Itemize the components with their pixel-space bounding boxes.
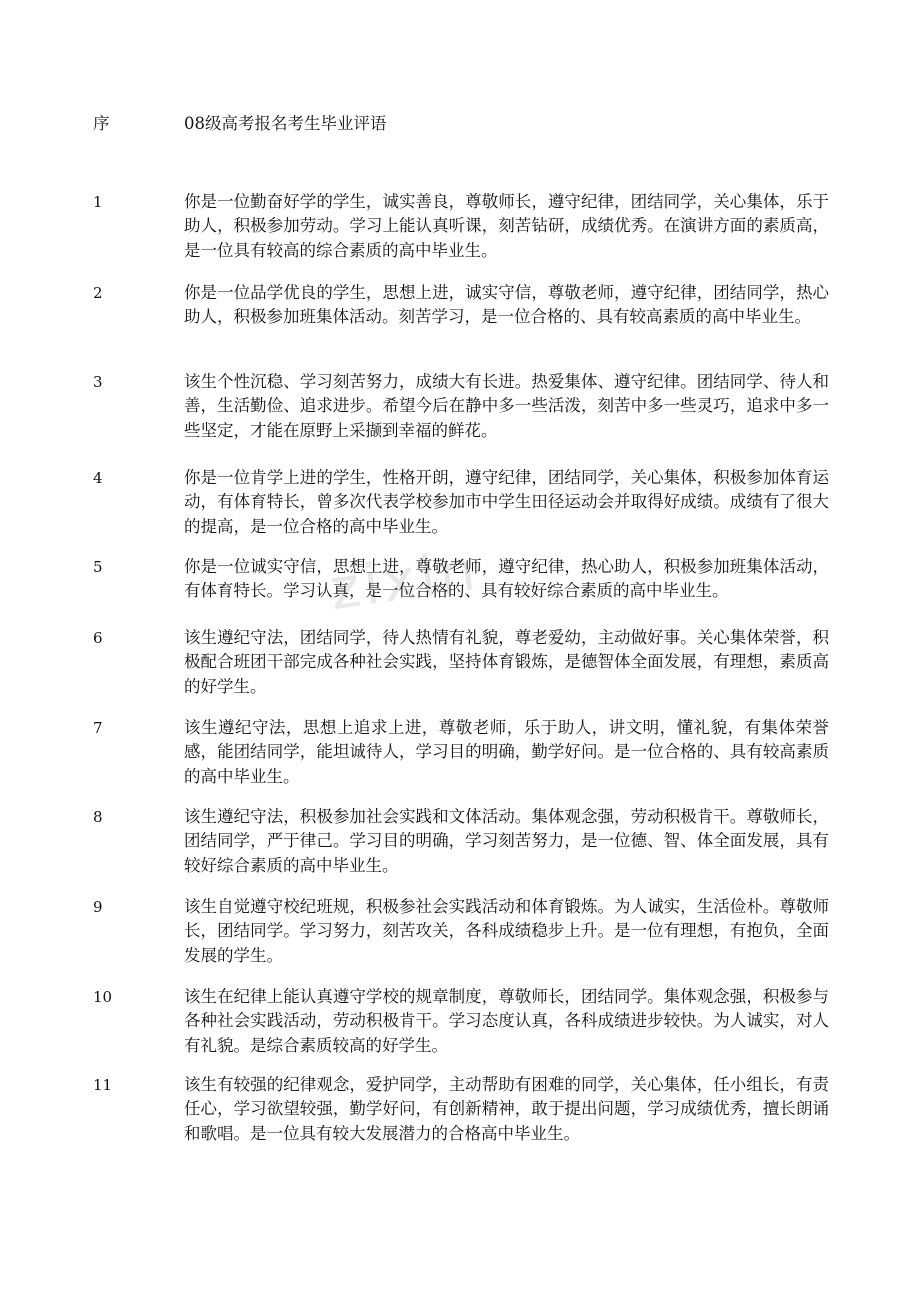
document-title: 08级高考报名考生毕业评语 [184, 114, 387, 133]
entry-number: 8 [93, 808, 103, 826]
entry-number: 4 [93, 469, 103, 487]
entry-text: 你是一位肯学上进的学生，性格开朗，遵守纪律，团结同学，关心集体，积极参加体育运动，有体育特长，曾多次代表学校参加市中学生田径运动会并取得好成绩。成绩有了很大的提高，是一位合格的高中毕业生。 [184, 468, 829, 536]
entry-number: 2 [93, 284, 103, 302]
entry-text: 该生自觉遵守校纪班规，积极参社会实践活动和体育锻炼。为人诚实，生活俭朴。尊敬师长，团结同学。学习努力，刻苦攻关，各科成绩稳步上升。是一位有理想，有抱负，全面发展的学生。 [184, 897, 829, 965]
entry-number: 3 [93, 373, 103, 391]
entry-text: 该生遵纪守法，思想上追求上进，尊敬老师，乐于助人，讲文明，懂礼貌，有集体荣誉感，能团结同学，能坦诚待人，学习目的明确，勤学好问。是一位合格的、具有较高素质的高中毕业生。 [184, 718, 829, 786]
entry-text: 该生个性沉稳、学习刻苦努力，成绩大有长进。热爱集体、遵守纪律。团结同学、待人和善，生活勤俭、追求进步。希望今后在静中多一些活泼，刻苦中多一些灵巧，追求中多一些坚定，才能在原野上采撷到幸福的鲜花。 [184, 372, 829, 440]
entry-text: 该生遵纪守法，团结同学，待人热情有礼貌，尊老爱幼，主动做好事。关心集体荣誉，积极配合班团干部完成各种社会实践，坚持体育锻炼，是德智体全面发展，有理想，素质高的好学生。 [184, 628, 829, 696]
entry-number: 10 [93, 988, 113, 1006]
entry-text: 该生有较强的纪律观念，爱护同学，主动帮助有困难的同学，关心集体，任小组长，有责任心，学习欲望较强，勤学好问，有创新精神，敢于提出问题，学习成绩优秀，擅长朗诵和歌唱。是一位具有较大发展潜力的合格高中毕业生。 [184, 1075, 829, 1143]
entry-text: 该生遵纪守法，积极参加社会实践和文体活动。集体观念强，劳动积极肯干。尊敬师长，团结同学，严于律己。学习目的明确，学习刻苦努力，是一位德、智、体全面发展，具有较好综合素质的高中毕业生。 [184, 807, 829, 875]
entry-number: 5 [93, 558, 103, 576]
seq-column-label: 序 [93, 114, 110, 133]
entry-text: 你是一位诚实守信，思想上进，尊敬老师，遵守纪律，热心助人，积极参加班集体活动，有体育特长。学习认真，是一位合格的、具有较好综合素质的高中毕业生。 [184, 557, 829, 601]
watermark-text: zixin [326, 537, 483, 624]
entry-text: 你是一位勤奋好学的学生，诚实善良，尊敬师长，遵守纪律，团结同学，关心集体，乐于助人，积极参加劳动。学习上能认真听课，刻苦钻研，成绩优秀。在演讲方面的素质高，是一位具有较高的综合素质的高中毕业生。 [184, 192, 829, 260]
entry-text: 该生在纪律上能认真遵守学校的规章制度，尊敬师长，团结同学。集体观念强，积极参与各种社会实践活动，劳动积极肯干。学习态度认真，各科成绩进步较快。为人诚实，对人有礼貌。是综合素质较高的好学生。 [184, 987, 829, 1055]
entry-number: 11 [93, 1076, 113, 1094]
entry-number: 1 [93, 193, 103, 211]
entry-text: 你是一位品学优良的学生，思想上进，诚实守信，尊敬老师，遵守纪律，团结同学，热心助人，积极参加班集体活动。刻苦学习，是一位合格的、具有较高素质的高中毕业生。 [184, 283, 829, 327]
entry-number: 7 [93, 719, 103, 737]
entry-number: 9 [93, 898, 103, 916]
entry-number: 6 [93, 629, 103, 647]
